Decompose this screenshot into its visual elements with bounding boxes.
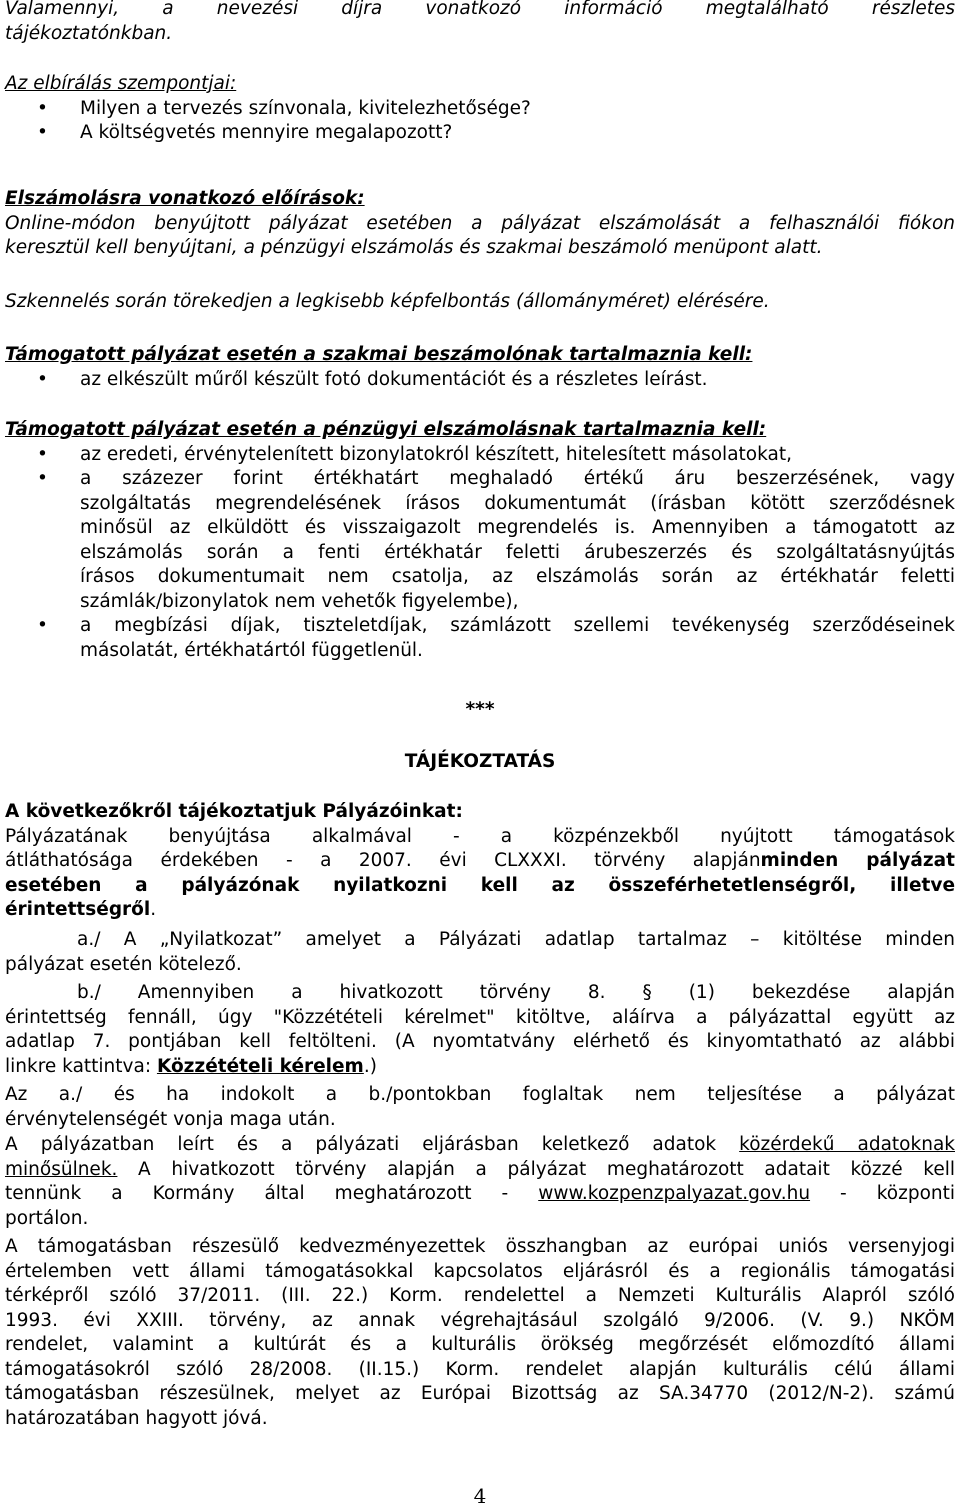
public-data-text: közérdekű adatoknak: [739, 1134, 955, 1155]
criteria-list: [5, 97, 955, 146]
accounting-line: keresztül kell benyújtani, a pénzügyi elszámolás és szakmai beszámoló menüpont alatt.: [5, 237, 823, 258]
bullet-icon: •: [37, 443, 48, 465]
intro-line: tájékoztatónkban.: [5, 22, 173, 44]
criteria-heading: Az elbírálás szempontjai:: [5, 73, 237, 94]
list-item: • Milyen a tervezés színvonala, kivitelezhetősége?: [5, 97, 955, 122]
criteria-section: [5, 72, 955, 146]
page-title: TÁJÉKOZTATÁS: [404, 751, 556, 772]
bullet-icon: •: [37, 615, 48, 636]
financial-report-heading: Támogatott pályázat esetén a pénzügyi elszámolásnak tartalmaznia kell:: [5, 419, 767, 440]
list-item: • A költségvetés mennyire megalapozott?: [5, 121, 955, 146]
financial-report-section: [5, 418, 955, 663]
info-paragraph-e: A támogatásban részesülő kedvezményezettek összhangban az európai uniós versenyjogi értelemben vett állami támogatásokkal kapcsolatos eljárásról és a regionális támogatási térképről szóló 37/2011. (III. 22.) Korm. rendelettel a Nemzeti Kulturális Alapról szóló 1993. évi XXIII. törvény, az annak végrehajtásául szolgáló 9/2006. (V. 9.) NKÖM rendelet, valamint a kultúrát és a kulturális örökség megőrzését előmozdító állami támogatásokról szóló 28/2008. (II.15.) Korm. rendelet alapján kulturális célú állami támogatásban részesülnek, melyet az Európai Bizottság az SA.34770 (2012/N-2). számú határozatában hagyott jóvá.: [5, 1236, 955, 1429]
accounting-heading: Elszámolásra vonatkozó előírások:: [5, 188, 365, 209]
accounting-section: [5, 187, 955, 261]
list-item: • a százezer forint értékhatárt meghaladó értékű áru beszerzésének, vagy szolgáltatás megrendelésének írásos dokumentumát (írásban kötött szerződésnek minősül az elküldött és visszaigazolt megrendelés is. Amennyiben a támogatott az elszámolás során a fenti értékhatár feletti árubeszerzés és szolgáltatásnyújtás írásos dokumentumait nem csatolja, az elszámolás során az értékhatár feletti számlák/bizonylatok nem vehetők figyelembe),: [37, 468, 955, 612]
intro-line: Valamennyi, a nevezési díjra vonatkozó információ megtalálható részletes: [5, 0, 955, 19]
info-subheading: A következőkről tájékoztatjuk Pályázóinkat:: [5, 801, 463, 822]
professional-report-section: [5, 343, 955, 392]
portal-link[interactable]: www.kozpenzpalyazat.gov.hu: [538, 1183, 811, 1204]
info-paragraph-a: a./ A „Nyilatkozat” amelyet a Pályázati adatlap tartalmaz – kitöltése minden pályázat esetén kötelező.: [5, 929, 955, 975]
bullet-icon: •: [37, 97, 48, 119]
list-item: • az eredeti, érvénytelenített bizonylatokról készített, hitelesített másolatokat,: [5, 443, 955, 468]
page-number: 4: [473, 1484, 487, 1508]
info-section: A következőkről tájékoztatjuk Pályázóinkat: Pályázatának benyújtása alkalmával - a közpénzekből nyújtott támogatások átláthatósága érdekében - a 2007. évi CLXXXI. törvény alapjánminden pályázat esetében a pályázónak nyilatkozni kell az összeférhetetlenségről, illetve érintettségről.: [5, 801, 955, 920]
intro-paragraph: [5, 0, 955, 46]
list-item: • az elkészült műről készült fotó dokumentációt és a részletes leírást.: [5, 368, 955, 393]
scan-note: Szkennelés során törekedjen a legkisebb képfelbontás (állományméret) elérésére.: [5, 291, 770, 312]
bullet-icon: •: [37, 368, 48, 390]
bullet-icon: •: [37, 468, 48, 489]
info-paragraph-b: b./ Amennyiben a hivatkozott törvény 8. § (1) bekezdése alapján érintettség fennáll, úgy "Közzétételi kérelmet" kitöltve, aláírva a pályázattal együtt az adatlap 7. pontjában kell feltölteni. (A nyomtatvány elérhető és kinyomtatható az alábbi linkre kattintva: Közzétételi kérelem.): [5, 982, 955, 1077]
info-paragraph-d: A pályázatban leírt és a pályázati eljárásban keletkező adatok közérdekű adatoknak minősülnek. A hivatkozott törvény alapján a pályázat meghatározott adatait közzé kell tennünk a Kormány által meghatározott - www.kozpenzpalyazat.gov.hu - központi portálon.: [5, 1134, 956, 1229]
list-item: • a megbízási díjak, tiszteletdíjak, számlázott szellemi tevékenység szerződéseinek másolatát, értékhatártól függetlenül.: [37, 615, 955, 661]
bullet-icon: •: [37, 122, 48, 143]
separator: ***: [465, 699, 495, 720]
accounting-line: Online-módon benyújtott pályázat esetében a pályázat elszámolását a felhasználói fiókon: [5, 212, 955, 234]
info-paragraph-c: Az a./ és ha indokolt a b./pontokban foglaltak nem teljesítése a pályázat érvénytelenségét vonja maga után.: [5, 1084, 955, 1130]
publication-request-link[interactable]: Közzétételi kérelem: [156, 1055, 364, 1077]
professional-report-heading: Támogatott pályázat esetén a szakmai beszámolónak tartalmaznia kell:: [5, 344, 753, 365]
